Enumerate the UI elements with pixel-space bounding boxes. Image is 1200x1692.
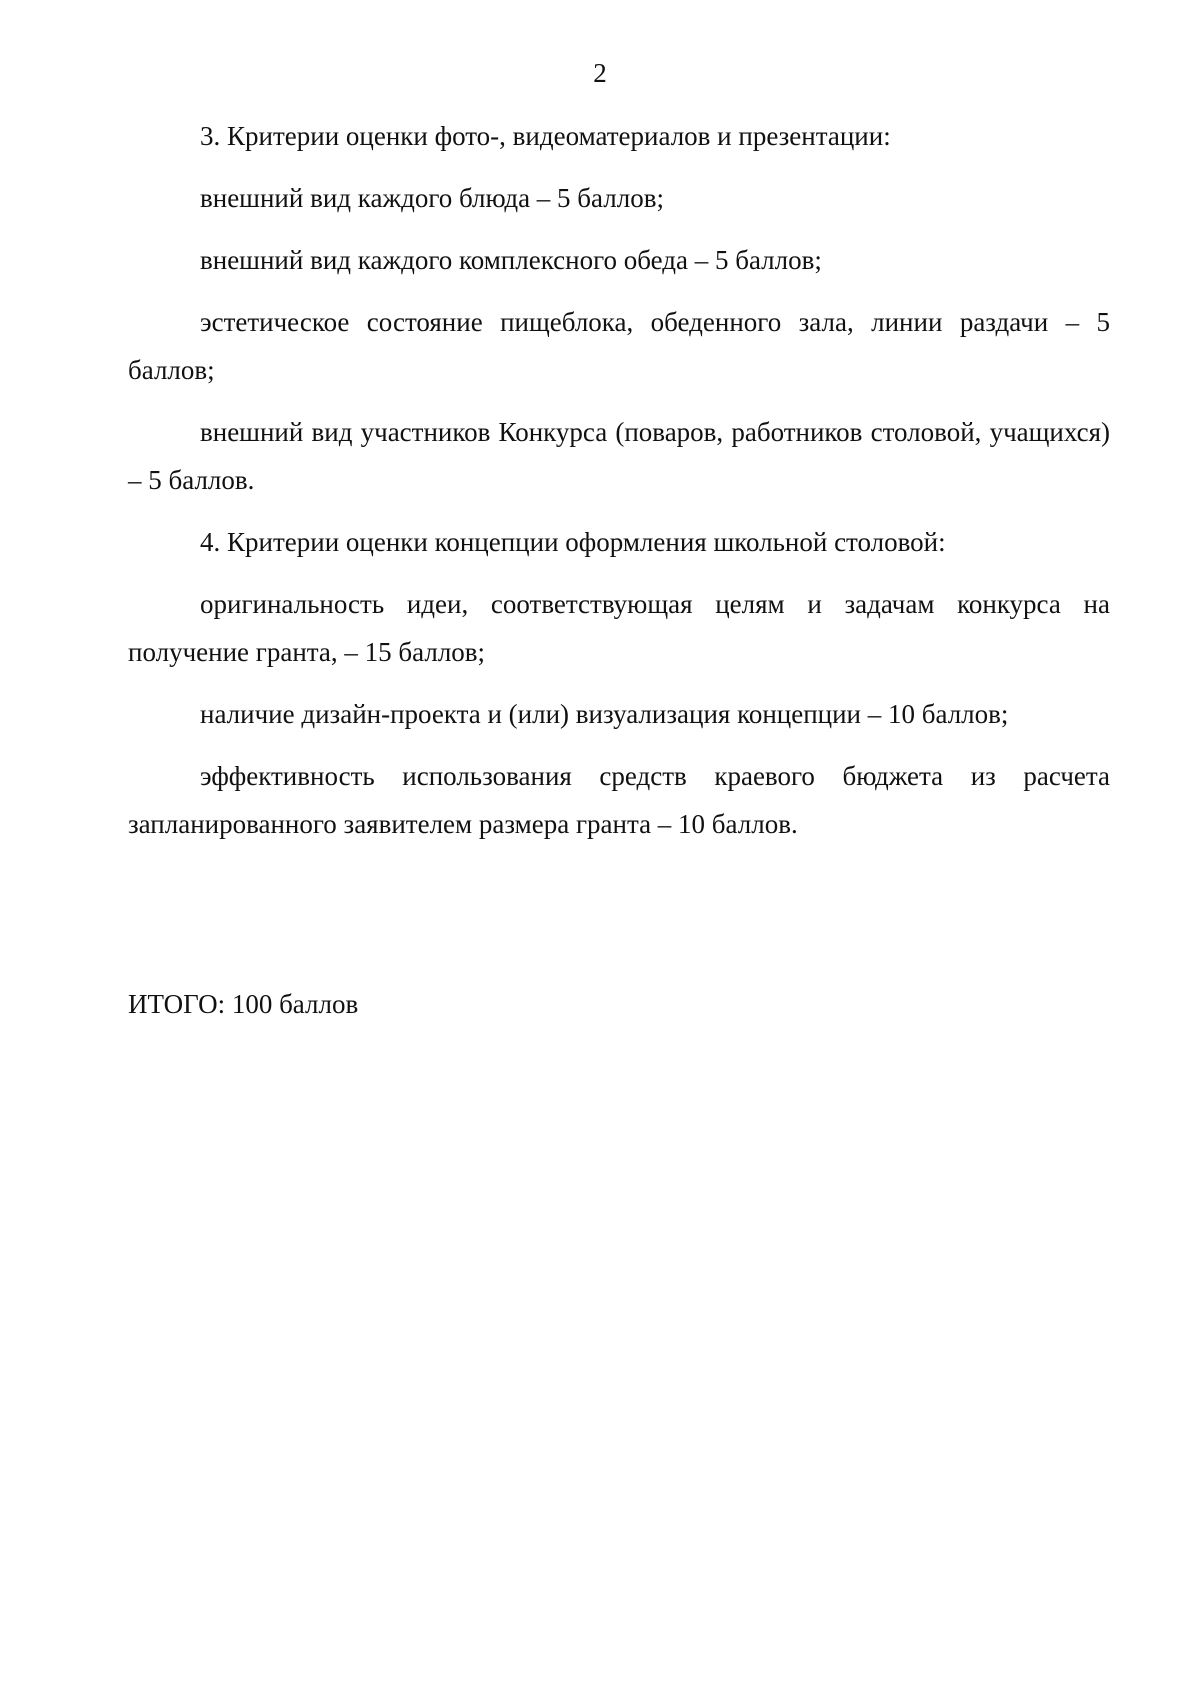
total-score: ИТОГО: 100 баллов (128, 989, 359, 1019)
criterion-design-project: наличие дизайн-проекта и (или) визуализация концепции – 10 баллов; (200, 699, 1009, 729)
criterion-budget-efficiency: эффективность использования средств краевого бюджета из расчета запланированного заявителем размера гранта – 10 баллов. (128, 761, 1110, 839)
criterion-meal-appearance: внешний вид каждого комплексного обеда – 5 баллов; (200, 245, 822, 275)
page-number: 2 (593, 58, 607, 88)
section-3-heading: 3. Критерии оценки фото-, видеоматериалов и презентации: (200, 121, 891, 151)
section-4-heading: 4. Критерии оценки концепции оформления школьной столовой: (200, 527, 946, 557)
criterion-participants-appearance: внешний вид участников Конкурса (поваров, работников столовой, учащихся) – 5 баллов. (128, 417, 1110, 495)
criterion-aesthetic-state: эстетическое состояние пищеблока, обеденного зала, линии раздачи – 5 баллов; (128, 307, 1110, 385)
criterion-originality: оригинальность идеи, соответствующая целям и задачам конкурса на получение гранта, – 15 баллов; (128, 589, 1110, 667)
criteria-list (128, 112, 1110, 862)
criterion-dish-appearance: внешний вид каждого блюда – 5 баллов; (200, 183, 664, 213)
